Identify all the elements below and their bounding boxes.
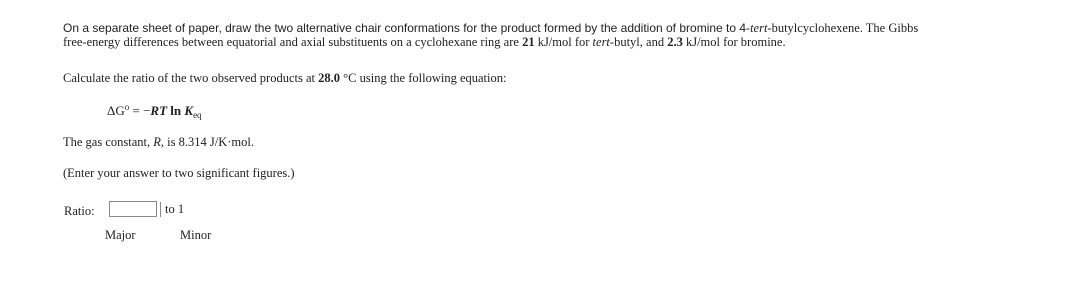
gas-constant-suffix: , is 8.314 J/K·mol. [160,135,254,149]
to-one-label: to 1 [160,202,184,217]
intro-text-2: -butylcyclohexene. The Gibbs [767,21,919,35]
intro-text-1: On a separate sheet of paper, draw the two alternative chair conformations for the product formed by the addition of bromine to 4- [63,21,751,35]
calc-temperature: 28.0 [318,71,341,85]
equation-rt: RT [150,103,168,118]
intro-tert-1: tert [750,21,768,35]
intro-text-5: -butyl, and [609,34,668,49]
equation-equals: = − [129,103,151,118]
equation-k: K [184,103,194,118]
sig-fig-instruction: (Enter your answer to two significant figures.) [63,166,295,180]
calc-instruction [63,71,506,85]
intro-value-1: 21 [522,34,535,49]
minor-label: Minor [180,228,212,242]
calc-prefix: Calculate the ratio of the two observed products at [63,71,319,85]
ratio-input[interactable] [109,201,157,217]
question-intro [63,22,1043,49]
intro-value-2: 2.3 [667,34,683,49]
equation-ln: ln [167,103,185,118]
equation-delta-g: ΔG [107,103,125,118]
gas-constant-prefix: The gas constant, [63,135,154,149]
calc-suffix: °C using the following equation: [340,71,507,85]
equation-degree: o [124,102,130,112]
gibbs-equation [107,100,202,123]
equation-k-sub: eq [193,110,202,120]
major-label: Major [105,228,136,242]
intro-text-4: kJ/mol for [534,34,593,49]
intro-text-6: kJ/mol for bromine. [682,34,786,49]
gas-constant-symbol: R [153,135,161,149]
intro-tert-2: tert [592,34,610,49]
intro-text-3: free-energy differences between equatorial and axial substituents on a cyclohexane ring are [63,34,523,49]
ratio-label: Ratio: [64,204,95,218]
gas-constant-text [63,135,254,149]
